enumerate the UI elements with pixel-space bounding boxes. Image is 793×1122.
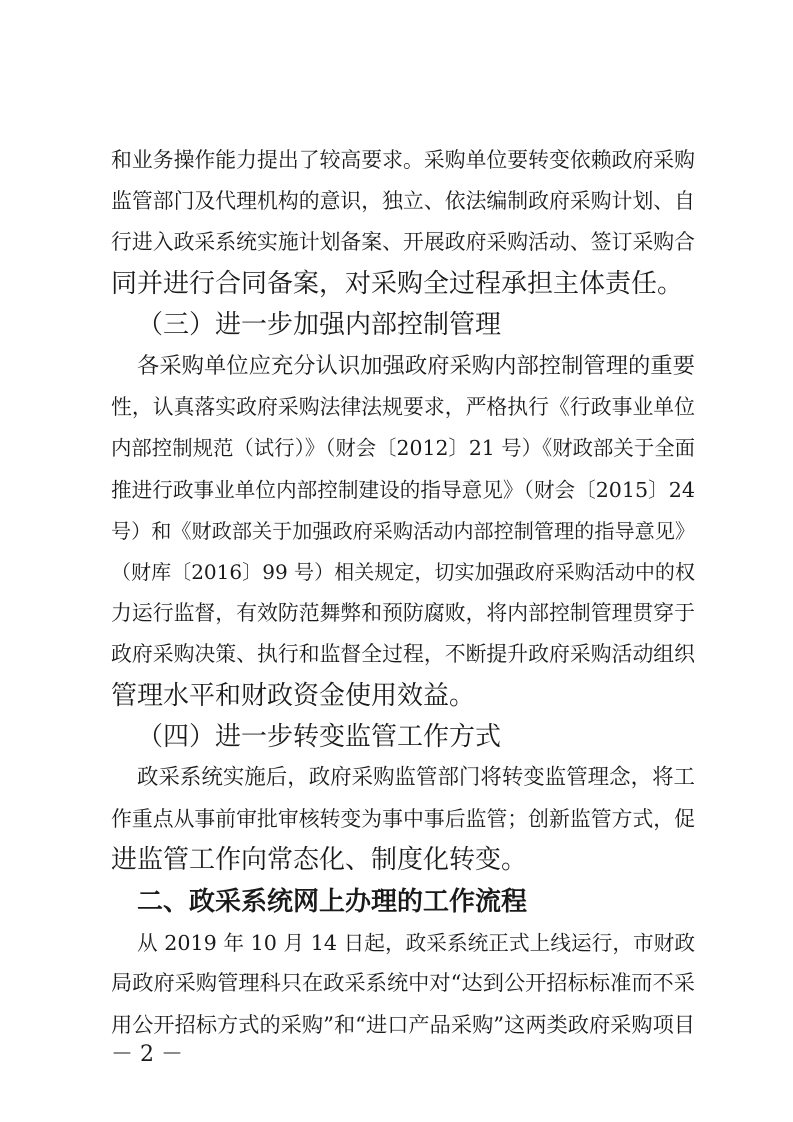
section-heading: 二、政采系统网上办理的工作流程 xyxy=(137,886,528,917)
paragraph-line: （财库〔2016〕99 号）相关规定，切实加强政府采购活动中的权 xyxy=(111,560,695,584)
paragraph-line: 各采购单位应充分认识加强政府采购内部控制管理的重要 xyxy=(137,353,695,379)
paragraph-line: 从 2019 年 10 月 14 日起，政采系统正式上线运行，市财政 xyxy=(137,930,695,955)
paragraph-line: 行进入政采系统实施计划备案、开展政府采购活动、签订采购合 xyxy=(111,230,695,255)
paragraph-line: 政采系统实施后，政府采购监管部门将转变监管理念，将工 xyxy=(137,765,695,790)
paragraph-line: 内部控制规范（试行）》（财会〔2012〕21 号）《财政部关于全面 xyxy=(111,436,695,461)
paragraph-line: 和业务操作能力提出了较高要求。采购单位要转变依赖政府采购 xyxy=(111,148,695,172)
paragraph-line: 政府采购决策、执行和监督全过程，不断提升政府采购活动组织 xyxy=(111,642,695,667)
paragraph-line: 推进行政事业单位内部控制建设的指导意见》（财会〔2015〕24 xyxy=(111,477,696,502)
section-subheading: （三）进一步加强内部控制管理 xyxy=(137,309,502,340)
paragraph-line: 号）和《财政部关于加强政府采购活动内部控制管理的指导意见》 xyxy=(111,518,695,543)
paragraph-line: 作重点从事前审批审核转变为事中事后监管；创新监管方式，促 xyxy=(111,807,695,832)
paragraph-line: 同并进行合同备案，对采购全过程承担主体责任。 xyxy=(111,268,684,299)
page-number: － 2 － xyxy=(111,1042,183,1067)
paragraph-line: 性，认真落实政府采购法律法规要求，严格执行《行政事业单位 xyxy=(111,395,695,420)
paragraph-line: 管理水平和财政资金使用效益。 xyxy=(111,680,476,711)
paragraph-line: 用公开招标方式的采购”和“进口产品采购”这两类政府采购项目 xyxy=(111,1012,695,1038)
paragraph-line: 监管部门及代理机构的意识，独立、依法编制政府采购计划、自 xyxy=(111,189,695,214)
section-subheading: （四）进一步转变监管工作方式 xyxy=(137,721,502,752)
paragraph-line: 进监管工作向常态化、制度化转变。 xyxy=(111,845,528,876)
paragraph-line: 局政府采购管理科只在政采系统中对“达到公开招标标准而不采 xyxy=(111,971,695,996)
paragraph-line: 力运行监督，有效防范舞弊和预防腐败，将内部控制管理贯穿于 xyxy=(111,601,695,626)
